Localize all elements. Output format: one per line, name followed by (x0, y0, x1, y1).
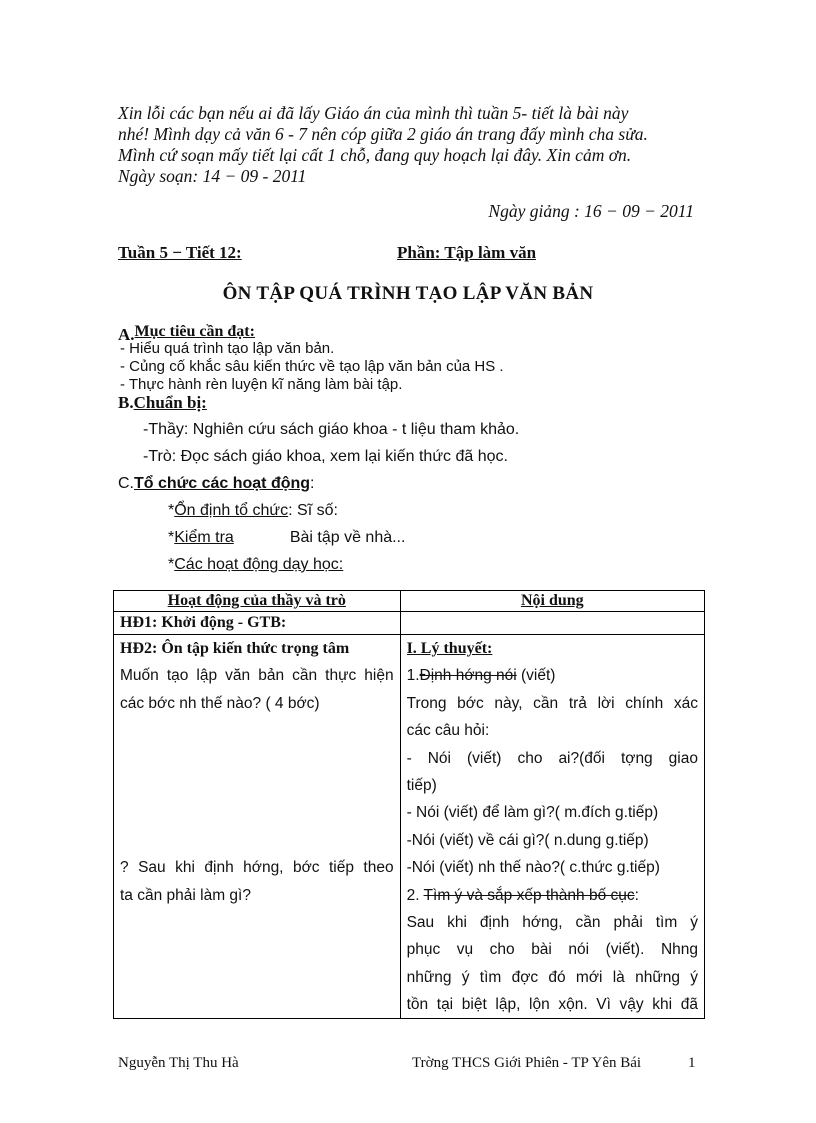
section-c-heading (118, 475, 315, 493)
preparation-date: Ngày soạn: 14 − 09 - 2011 (118, 166, 307, 186)
objectives-list (120, 340, 504, 394)
content-line: - Nói (viết) cho ai?(đối tợng giao (406, 749, 698, 767)
question-2-line: ta cần phải làm gì? (120, 886, 251, 904)
section-b-letter: B. (118, 393, 134, 412)
content-line: phục vụ cho bài nói (viết). Nhng (406, 941, 698, 959)
footer-author: Nguyễn Thị Thu Hà (118, 1055, 239, 1071)
hd1-cell (114, 612, 401, 635)
step-1-number: 1. (406, 667, 420, 685)
check-value: Bài tập về nhà... (289, 529, 406, 546)
question-1-line: Muốn tạo lập văn bản cần thực hiện (120, 667, 394, 685)
activities-label: Các hoạt động dạy học: (174, 556, 344, 573)
objective-item: - Củng cố khắc sâu kiến thức về tạo lập văn bản của HS . (120, 358, 504, 375)
check-label: Kiểm tra (174, 529, 234, 546)
note-line: Mình cứ soạn mấy tiết lại cất 1 chỗ, đang quy hoạch lại đây. Xin cảm ơn. (118, 145, 632, 165)
section-b-title: Chuẩn bị: (133, 393, 207, 412)
step-1-label: Định hớng nói (419, 667, 517, 685)
section-b-heading (118, 393, 207, 413)
activities-table (113, 590, 705, 1019)
section-c-letter: C. (118, 475, 134, 492)
section-a-title: Mục tiêu cần đạt: (134, 323, 255, 340)
footer-page-number: 1 (688, 1055, 696, 1071)
activities-line (168, 556, 343, 574)
teaching-date: Ngày giảng : 16 − 09 − 2011 (488, 201, 694, 221)
objective-item: - Hiểu quá trình tạo lập văn bản. (120, 340, 335, 357)
content-line: - Nói (viết) để làm gì?( m.đích g.tiếp) (406, 804, 659, 822)
section-part: Phần: Tập làm văn (397, 243, 537, 262)
content-line: -Nói (viết) nh thế nào?( c.thức g.tiếp) (406, 859, 660, 877)
org-label: Ổn định tổ chức (174, 502, 289, 519)
column-header-content: Nội dung (400, 591, 704, 612)
student-preparation: -Trò: Đọc sách giáo khoa, xem lại kiến thức đã học. (143, 448, 508, 465)
section-c-title: Tổ chức các hoạt động (134, 475, 311, 492)
hd2-label: HĐ2: Ôn tập kiến thức trọng tâm (120, 640, 350, 657)
content-line: tiếp) (406, 776, 437, 794)
note-line: nhé! Mình dạy cả văn 6 - 7 nên cóp giữa 2 giáo án trang đấy mình cha sửa. (118, 124, 648, 144)
footer-school: Trờng THCS Giới Phiên - TP Yên Bái (412, 1055, 642, 1071)
week-period: Tuần 5 − Tiết 12: (118, 243, 242, 262)
content-line: các câu hỏi: (406, 722, 490, 740)
content-line: Trong bớc này, cần trả lời chính xác (406, 694, 698, 712)
step-1 (407, 662, 698, 689)
step-2-number: 2. (406, 886, 420, 904)
question-2-line: ? Sau khi định hớng, bớc tiếp theo (120, 859, 394, 877)
theory-heading: I. Lý thuyết: (406, 640, 493, 657)
question-1-line: các bớc nh thế nào? ( 4 bớc) (120, 694, 320, 712)
content-line: những ý tìm đợc đó mới là những ý (406, 968, 698, 986)
section-a-letter: A. (118, 325, 135, 344)
teacher-preparation: -Thầy: Nghiên cứu sách giáo khoa - t liệu tham khảo. (143, 421, 520, 438)
bullet-star: * (168, 502, 175, 519)
note-line: Xin lỗi các bạn nếu ai đã lấy Giáo án của mình thì tuần 5- tiết là bài này (118, 103, 629, 123)
section-c-colon: : (310, 475, 315, 492)
org-line (168, 502, 338, 520)
org-value: : Sĩ số: (288, 502, 338, 519)
step-2-label: Tìm ý và sắp xếp thành bố cục (423, 886, 635, 904)
content-line: -Nói (viết) về cái gì?( n.dung g.tiếp) (406, 831, 649, 849)
column-header-activities: Hoạt động của thầy và trò (114, 591, 401, 612)
intro-note (118, 103, 708, 187)
step-2 (407, 882, 698, 909)
hd1-label: HĐ1: Khởi động - GTB: (120, 614, 287, 631)
page-title: ÔN TẬP QUÁ TRÌNH TẠO LẬP VĂN BẢN (222, 283, 594, 304)
bullet-star: * (168, 556, 175, 573)
objective-item: - Thực hành rèn luyện kĩ năng làm bài tập. (120, 376, 403, 393)
content-line: Sau khi định hớng, cần phải tìm ý (406, 913, 698, 931)
section-a-heading (118, 321, 255, 344)
bullet-star: * (168, 529, 175, 546)
teacher-student-column (114, 635, 401, 1019)
content-line: tồn tại biệt lập, lộn xộn. Vì vậy khi đã (406, 996, 698, 1014)
hd1-content-cell (400, 612, 704, 635)
step-2-colon: : (634, 886, 639, 904)
check-line (168, 529, 405, 547)
step-1-suffix: (viết) (516, 667, 556, 685)
content-column (400, 635, 704, 1019)
